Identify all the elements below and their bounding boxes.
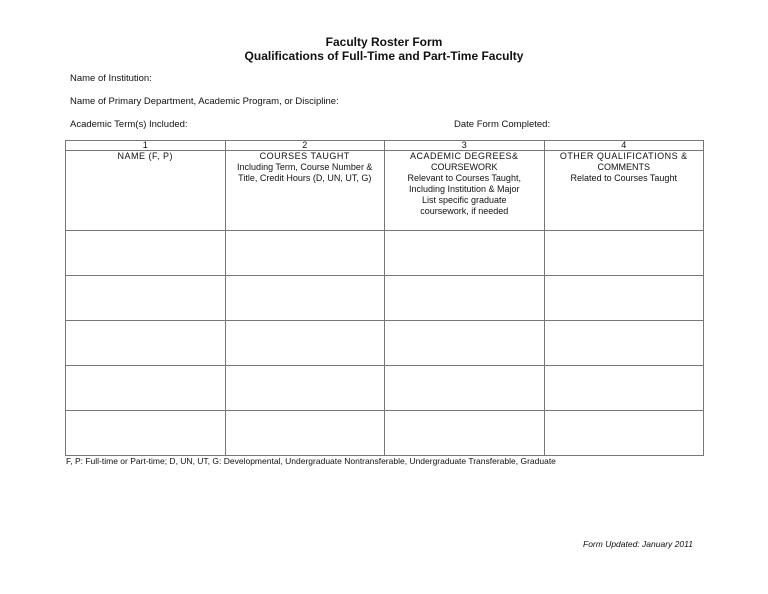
table-cell[interactable] [385, 231, 545, 276]
table-cell[interactable] [544, 321, 704, 366]
table-cell[interactable] [66, 366, 226, 411]
table-cell[interactable] [66, 231, 226, 276]
column-description-line: Including Institution & Major [408, 184, 520, 194]
institution-label: Name of Institution: [70, 73, 152, 84]
faculty-roster-table [65, 140, 704, 456]
form-updated: Form Updated: January 2011 [583, 539, 693, 549]
column-description-line: coursework, if needed [420, 206, 509, 216]
table-row [66, 321, 704, 366]
column-header [385, 151, 545, 231]
column-number: 4 [544, 141, 704, 151]
table-row [66, 411, 704, 456]
table-cell[interactable] [385, 321, 545, 366]
table-cell[interactable] [66, 276, 226, 321]
column-heading: COURSES TAUGHT [259, 151, 350, 161]
table-row [66, 276, 704, 321]
column-number-row [66, 141, 704, 151]
table-cell[interactable] [225, 276, 385, 321]
table-cell[interactable] [544, 231, 704, 276]
terms-label: Academic Term(s) Included: [70, 119, 188, 130]
column-heading: OTHER QUALIFICATIONS & [559, 151, 688, 161]
table-cell[interactable] [225, 231, 385, 276]
table-cell[interactable] [225, 411, 385, 456]
column-header-row [66, 151, 704, 231]
column-number: 2 [225, 141, 385, 151]
table-cell[interactable] [385, 411, 545, 456]
column-description-line: COURSEWORK [430, 162, 498, 172]
footnote: F, P: Full-time or Part-time; D, UN, UT, G: Developmental, Undergraduate Nontransferable, Undergraduate Transferable, Graduate [66, 456, 556, 466]
table-cell[interactable] [385, 366, 545, 411]
table-cell[interactable] [544, 276, 704, 321]
department-label: Name of Primary Department, Academic Program, or Discipline: [70, 96, 339, 107]
table-cell[interactable] [544, 411, 704, 456]
table-cell[interactable] [225, 321, 385, 366]
table-row [66, 366, 704, 411]
column-heading: ACADEMIC DEGREES& [409, 151, 519, 161]
date-completed-label: Date Form Completed: [454, 119, 551, 130]
column-description-line: Related to Courses Taught [570, 173, 677, 183]
table-cell[interactable] [66, 411, 226, 456]
form-title: Faculty Roster Form [325, 35, 443, 49]
column-description-line: Including Term, Course Number & [237, 162, 373, 172]
form-subtitle: Qualifications of Full-Time and Part-Time Faculty [244, 49, 524, 63]
table-row [66, 231, 704, 276]
column-number: 3 [385, 141, 545, 151]
table-cell[interactable] [544, 366, 704, 411]
table-cell[interactable] [225, 366, 385, 411]
column-number: 1 [66, 141, 226, 151]
column-header [544, 151, 704, 231]
column-description-line: COMMENTS [597, 162, 650, 172]
column-header [225, 151, 385, 231]
column-heading: NAME (F, P) [117, 151, 173, 161]
column-description-line: Title, Credit Hours (D, UN, UT, G) [238, 173, 372, 183]
column-description-line: List specific graduate [421, 195, 507, 205]
column-header [66, 151, 226, 231]
column-description-line: Relevant to Courses Taught, [407, 173, 521, 183]
table-cell[interactable] [66, 321, 226, 366]
table-cell[interactable] [385, 276, 545, 321]
